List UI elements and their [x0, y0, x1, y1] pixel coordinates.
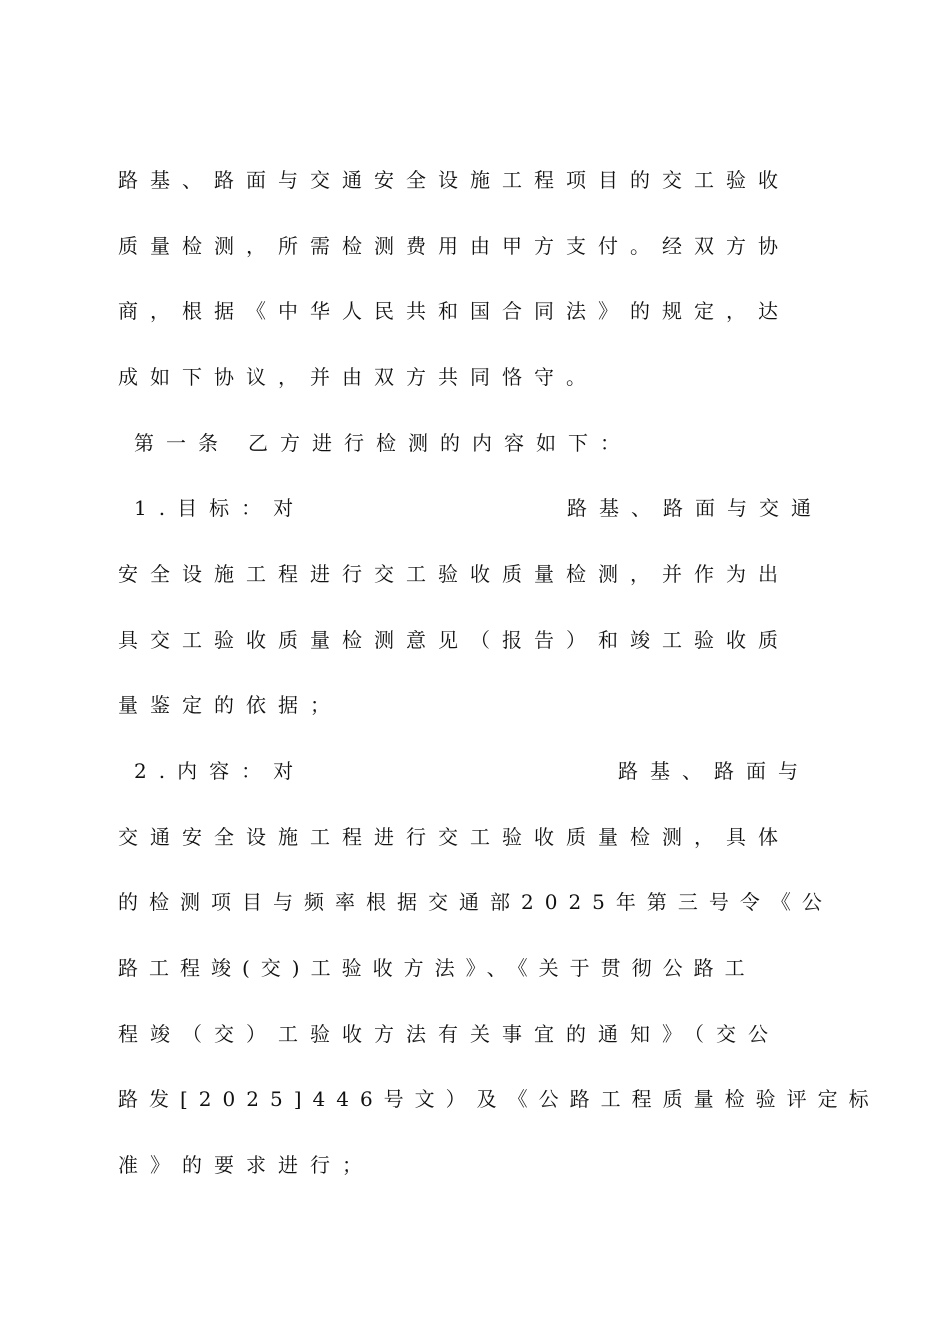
text-line: 路发[2025]446号文）及《公路工程质量检验评定标: [118, 1087, 880, 1111]
item-2-tail: 路基、路面与: [618, 759, 810, 783]
item-1-tail: 路基、路面与交通: [567, 496, 823, 520]
text-line: 商，根据《中华人民共和国合同法》的规定，达: [118, 299, 790, 323]
text-line: 路工程竣(交)工验收方法》、《关于贯彻公路工: [118, 956, 756, 980]
text-line: 路基、路面与交通安全设施工程项目的交工验收: [118, 168, 790, 192]
article-heading: [134, 431, 632, 455]
text-line: 具交工验收质量检测意见（报告）和竣工验收质: [118, 628, 790, 652]
text-line: 交通安全设施工程进行交工验收质量检测，具体: [118, 825, 790, 849]
text-line: 量鉴定的依据；: [118, 693, 342, 717]
item-2-lead: 2.内容：对: [134, 759, 306, 783]
text-line: 程竣（交）工验收方法有关事宜的通知》（交公: [118, 1022, 780, 1046]
item-1-lead: 1.目标：对: [134, 496, 306, 520]
article-label: 第一条: [134, 431, 230, 455]
article-text: 乙方进行检测的内容如下：: [248, 431, 632, 455]
text-line: 准》的要求进行；: [118, 1153, 374, 1177]
text-line: 质量检测，所需检测费用由甲方支付。经双方协: [118, 234, 790, 258]
text-line: 安全设施工程进行交工验收质量检测，并作为出: [118, 562, 790, 586]
text-line: 的检测项目与频率根据交通部2025年第三号令《公: [118, 890, 833, 914]
text-line: 成如下协议，并由双方共同恪守。: [118, 365, 598, 389]
